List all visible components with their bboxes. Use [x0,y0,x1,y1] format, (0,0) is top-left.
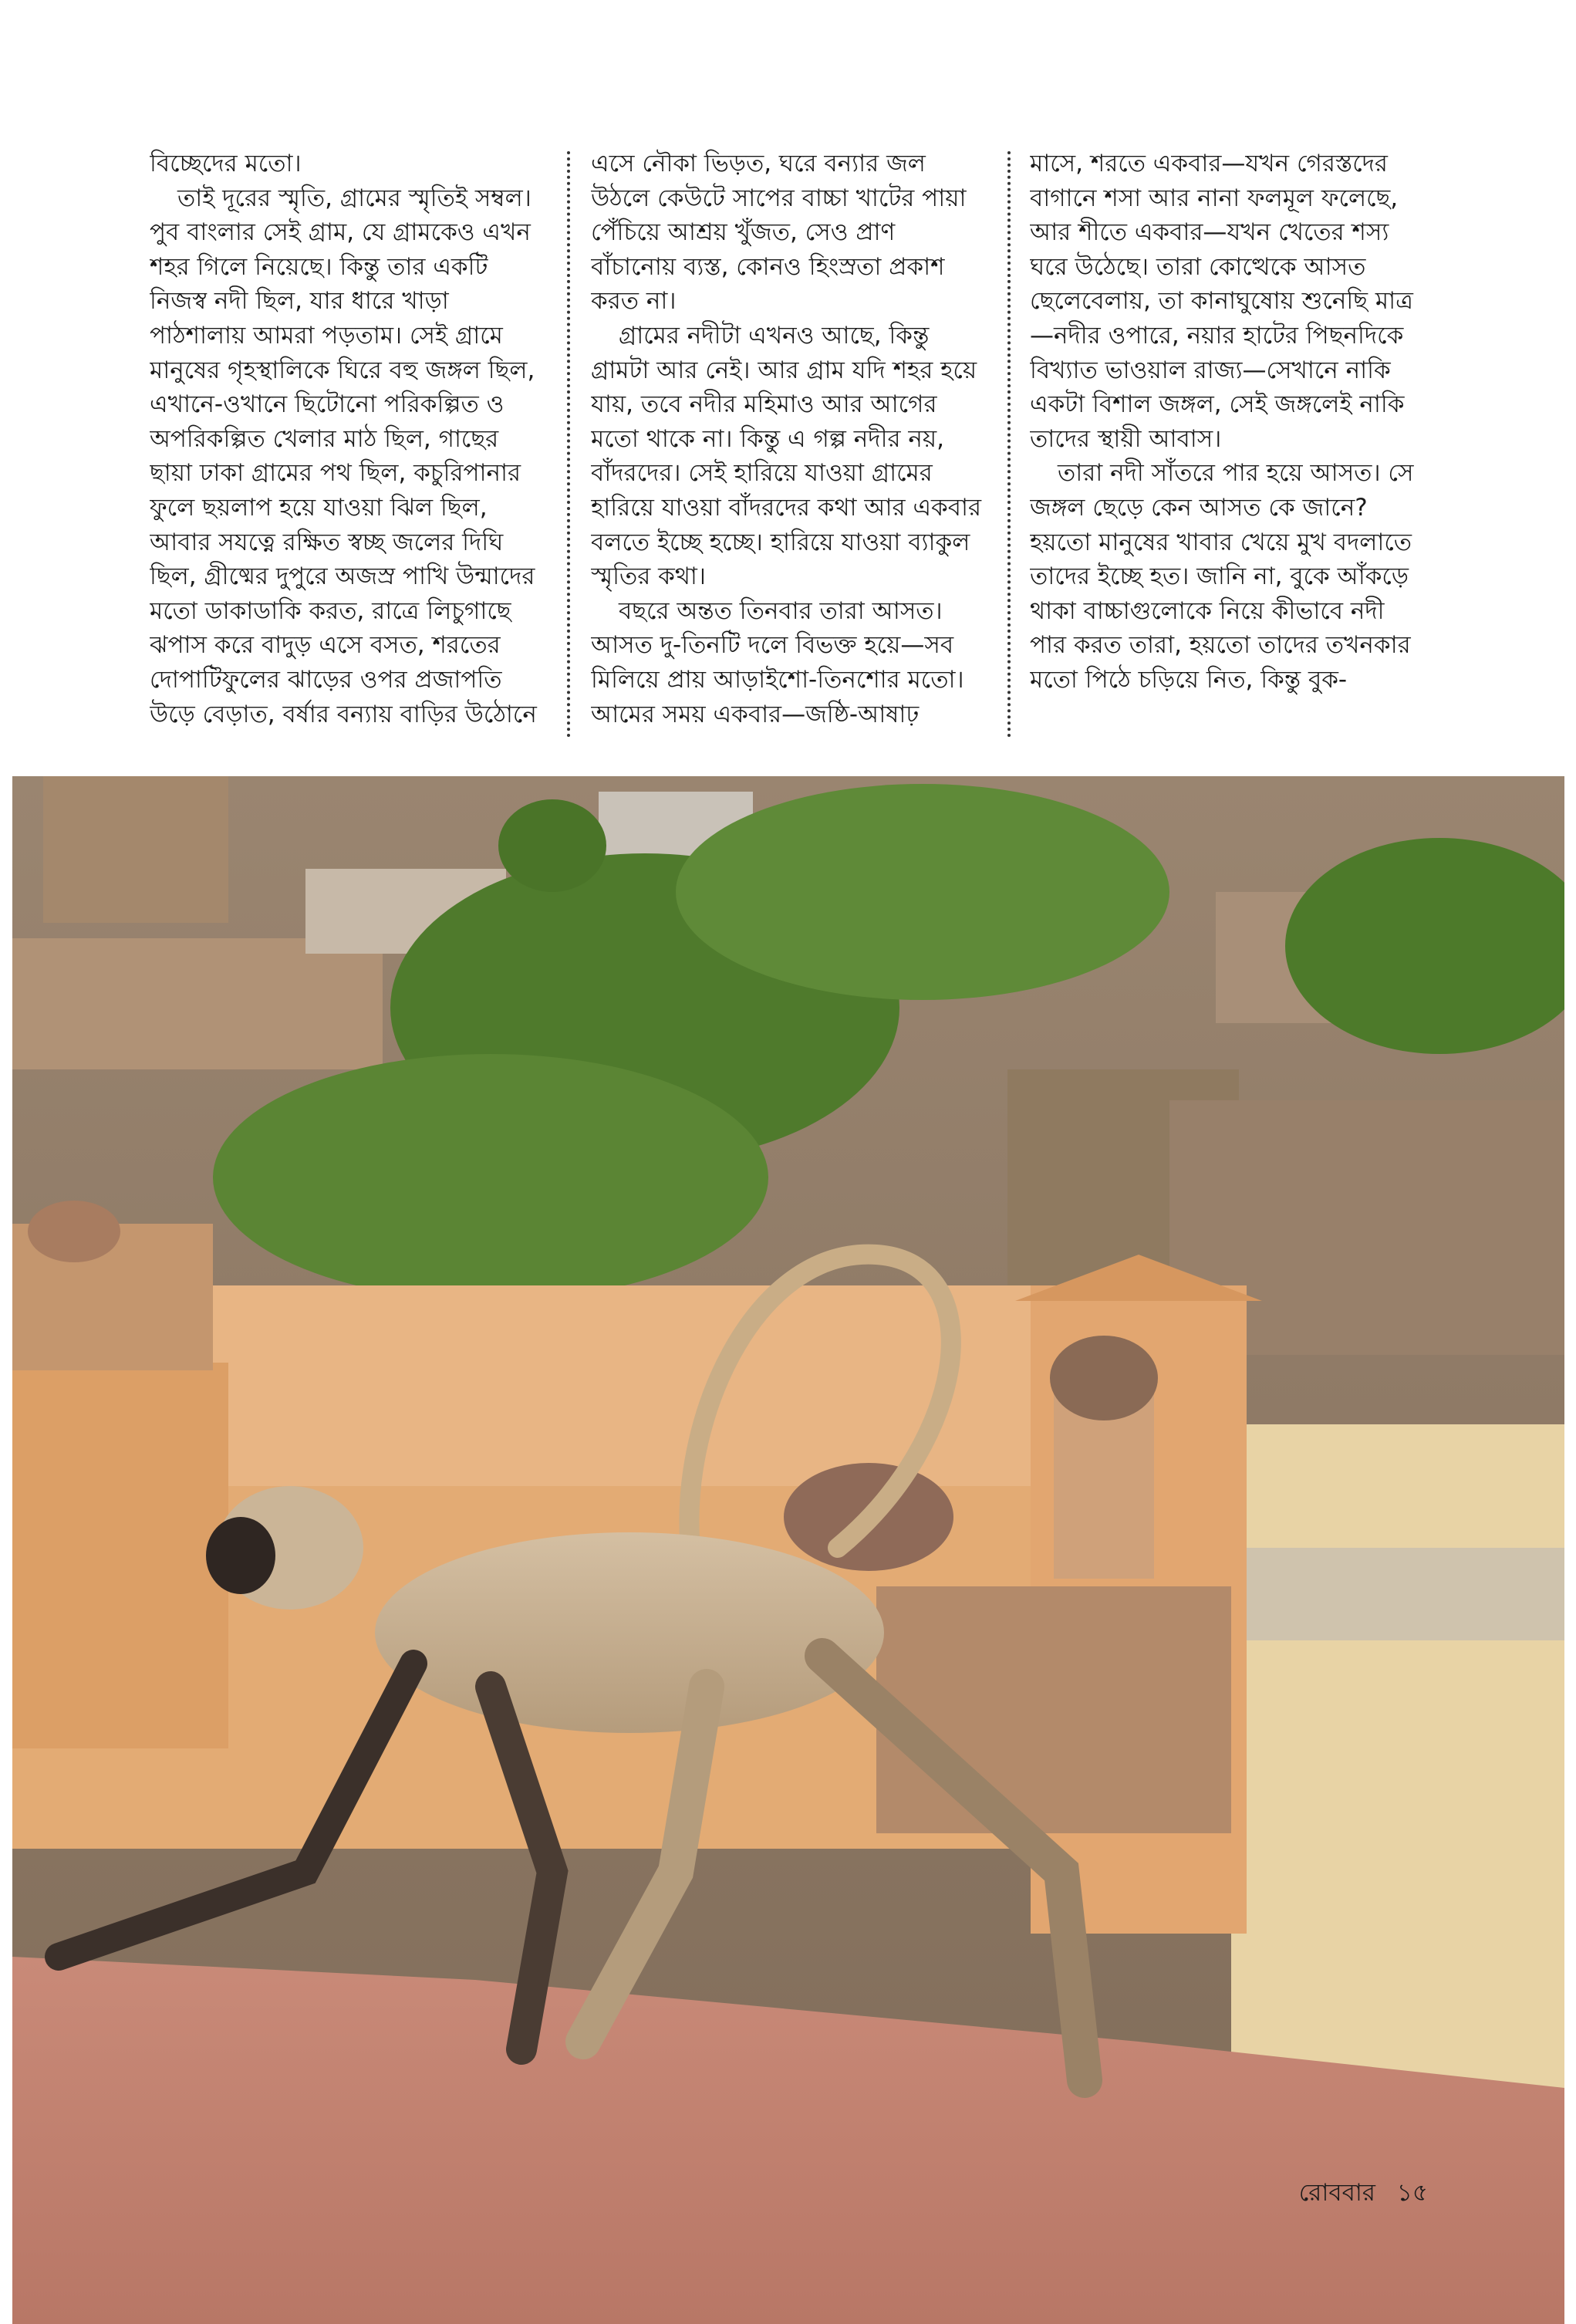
paragraph: তাই দূরের স্মৃতি, গ্রামের স্মৃতিই সম্বল। পুব বাংলার সেই গ্রাম, যে গ্রামকেও এখন শহর গিলে নিয়েছে। কিন্তু তার একটি নিজস্ব নদী ছিল, যার ধারে খাড়া পাঠশালায় আমরা পড়তাম। সেই গ্রামে মানুষের গৃহস্থালিকে ঘিরে বহু জঙ্গল ছিল, এখানে-ওখানে ছিটোনো পরিকল্পিত ও অপরিকল্পিত খেলার মাঠ ছিল, গাছের ছায়া ঢাকা গ্রামের পথ ছিল, কচুরিপানার ফুলে ছয়লাপ হয়ে যাওয়া ঝিল ছিল, আবার সযত্নে রক্ষিত স্বচ্ছ জলের দিঘি ছিল, গ্রীষ্মের দুপুরে অজস্র পাখি উন্মাদের মতো ডাকাডাকি করত, রাত্রে লিচুগাছে ঝপাস করে বাদুড় এসে বসত, শরতের দোপাটিফুলের ঝাড়ের ওপর প্রজাপতি উড়ে বেড়াত, বর্ষার বন্যায় বাড়ির উঠোনে [150,184,537,728]
page-number: ১৫ [1396,2179,1428,2207]
foliage [213,1054,768,1301]
paragraph: বিচ্ছেদের মতো। [150,150,302,177]
chhatri-dome [1050,1336,1158,1420]
paragraph: বছরে অন্তত তিনবার তারা আসত। আসত দু-তিনটি দলে বিভক্ত হয়ে—সব মিলিয়ে প্রায় আড়াইশো-তিনশোর মতো। আমের সময় একবার—জষ্ঠি-আষাঢ় [591,596,964,728]
langur-body [375,1532,884,1733]
temple-roof [876,1586,1231,1833]
article-column-2 [591,147,987,741]
palace-wall [12,1363,228,1748]
palace-wall [1247,1548,1564,1640]
chhatri-dome [28,1201,120,1262]
paragraph: তারা নদী সাঁতরে পার হয়ে আসত। সে জঙ্গল ছেড়ে কেন আসত কে জানে? হয়তো মানুষের খাবার খেয়ে মুখ বদলাতে তাদের ইচ্ছে হত। জানি না, বুকে আঁকড়ে থাকা বাচ্চাগুলোকে নিয়ে কীভাবে নদী পার করত তারা, হয়তো তাদের তখনকার মতো পিঠে চড়িয়ে নিত, কিন্তু বুক- [1030,459,1414,694]
column-divider [1007,151,1011,738]
palace-wall [213,1285,1061,1486]
magazine-name: রোববার [1298,2179,1375,2207]
paragraph: মাসে, শরতে একবার—যখন গেরস্তদের বাগানে শসা আর নানা ফলমূল ফলেছে, আর শীতে একবার—যখন খেতের শস্য ঘরে উঠেছে। তারা কোত্থেকে আসত ছেলেবেলায়, তা কানাঘুষোয় শুনেছি মাত্র—নদীর ওপারে, নয়ার হাটের পিছনদিকে বিখ্যাত ভাওয়াল রাজ্য—সেখানে নাকি একটা বিশাল জঙ্গল, সেই জঙ্গলেই নাকি তাদের স্থায়ী আবাস। [1030,150,1413,453]
palace-wall [1231,1424,1564,2119]
stone-ruin [43,776,228,923]
foliage [498,799,606,892]
foliage [676,784,1169,1000]
column-divider [567,151,570,738]
langur-face [206,1517,275,1594]
langur-photo [12,776,1564,2324]
stone-ruin [12,938,383,1069]
paragraph: এসে নৌকা ভিড়ত, ঘরে বন্যার জল উঠলে কেউটে সাপের বাচ্চা খাটের পায়া পেঁচিয়ে আশ্রয় খুঁজত, সেও প্রাণ বাঁচানোয় ব্যস্ত, কোনও হিংস্রতা প্রকাশ করত না। [591,150,967,316]
article-column-1 [150,147,543,741]
paragraph: গ্রামের নদীটা এখনও আছে, কিন্তু গ্রামটা আর নেই। আর গ্রাম যদি শহর হয়ে যায়, তবে নদীর মহিমাও আর আগের মতো থাকে না। কিন্তু এ গল্প নদীর নয়, বাঁদরদের। সেই হারিয়ে যাওয়া গ্রামের হারিয়ে যাওয়া বাঁদরদের কথা আর একবার বলতে ইচ্ছে হচ্ছে। হারিয়ে যাওয়া ব্যাকুল স্মৃতির কথা। [591,321,982,591]
article-column-3 [1030,147,1423,741]
page-footer [1299,2174,1428,2214]
